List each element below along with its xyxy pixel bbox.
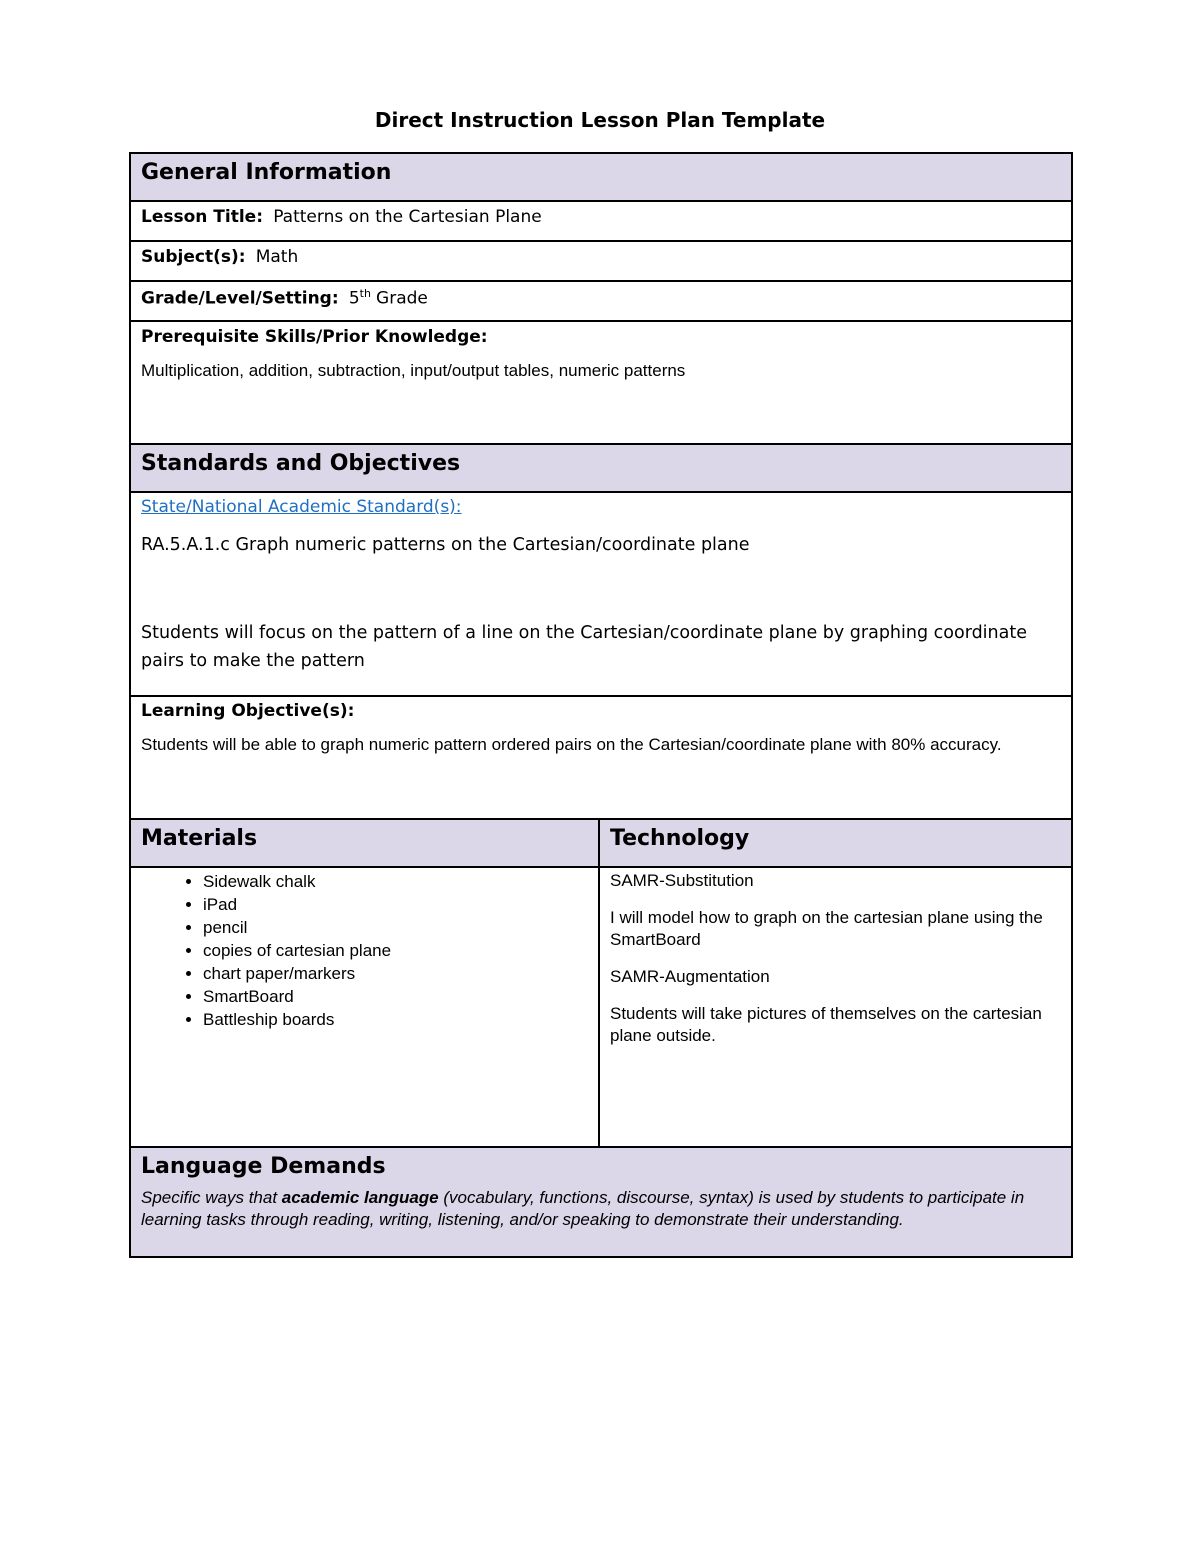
learning-objective-value: Students will be able to graph numeric pattern ordered pairs on the Cartesian/coordinate plane with 80% accuracy.: [141, 735, 1002, 754]
document-title: Direct Instruction Lesson Plan Template: [374, 108, 826, 132]
list-item: • Sidewalk chalk: [203, 870, 588, 893]
materials-header: [130, 819, 599, 867]
list-item: • SmartBoard: [203, 985, 588, 1008]
list-item: • copies of cartesian plane: [203, 939, 588, 962]
subject-value: Math: [255, 247, 299, 267]
prerequisite-row: [130, 321, 1072, 444]
list-item: • iPad: [203, 893, 588, 916]
learning-objective-label: Learning Objective(s):: [141, 701, 355, 721]
lesson-plan-table: [129, 152, 1073, 1258]
language-desc-text: Specific ways that: [141, 1188, 282, 1207]
technology-header: [599, 819, 1072, 867]
list-item: • chart paper/markers: [203, 962, 588, 985]
prerequisite-label: Prerequisite Skills/Prior Knowledge:: [141, 327, 488, 347]
standards-row: [130, 492, 1072, 696]
language-desc-text: (vocabulary, functions, discourse, syntax) is used by students to participate in learning tasks through reading, writing, listening, and/or speaking to demonstrate their understanding.: [141, 1188, 1025, 1229]
technology-heading: Technology: [610, 826, 750, 851]
general-information-header: [130, 153, 1072, 201]
subject-row: [130, 241, 1072, 281]
grade-word: Grade: [376, 288, 428, 309]
grade-row: [130, 281, 1072, 321]
grade-label: Grade/Level/Setting:: [141, 288, 339, 309]
language-demands-heading: Language Demands: [141, 1154, 386, 1179]
language-desc-emphasis: academic language: [281, 1188, 439, 1207]
technology-line: SAMR-Substitution: [610, 871, 754, 890]
grade-suffix: th: [359, 287, 371, 300]
materials-cell: [130, 867, 599, 1147]
materials-list: [131, 868, 588, 1031]
materials-heading: Materials: [141, 826, 258, 851]
lesson-title-row: [130, 201, 1072, 241]
technology-line: I will model how to graph on the cartesian plane using the SmartBoard: [610, 908, 1043, 949]
learning-objective-row: [130, 696, 1072, 819]
technology-line: SAMR-Augmentation: [610, 967, 770, 986]
standards-objectives-heading: Standards and Objectives: [141, 451, 461, 476]
language-demands-description: [141, 1179, 1061, 1243]
language-demands-section: [130, 1147, 1072, 1257]
standard-focus: Students will focus on the pattern of a line on the Cartesian/coordinate plane by graphing coordinate pairs to make the pattern: [141, 623, 1027, 671]
prerequisite-value: Multiplication, addition, subtraction, input/output tables, numeric patterns: [141, 361, 686, 380]
standard-link[interactable]: State/National Academic Standard(s):: [141, 497, 462, 517]
list-item: • pencil: [203, 916, 588, 939]
subject-label: Subject(s):: [141, 247, 246, 267]
lesson-title-label: Lesson Title:: [141, 207, 264, 227]
technology-line: Students will take pictures of themselves on the cartesian plane outside.: [610, 1004, 1042, 1045]
standard-code: RA.5.A.1.c Graph numeric patterns on the Cartesian/coordinate plane: [141, 535, 750, 555]
list-item: • Battleship boards: [203, 1008, 588, 1031]
technology-cell: [599, 867, 1072, 1147]
grade-number: 5: [348, 288, 360, 309]
standards-objectives-header: [130, 444, 1072, 492]
lesson-title-value: Patterns on the Cartesian Plane: [273, 207, 542, 227]
general-information-heading: General Information: [141, 160, 392, 185]
